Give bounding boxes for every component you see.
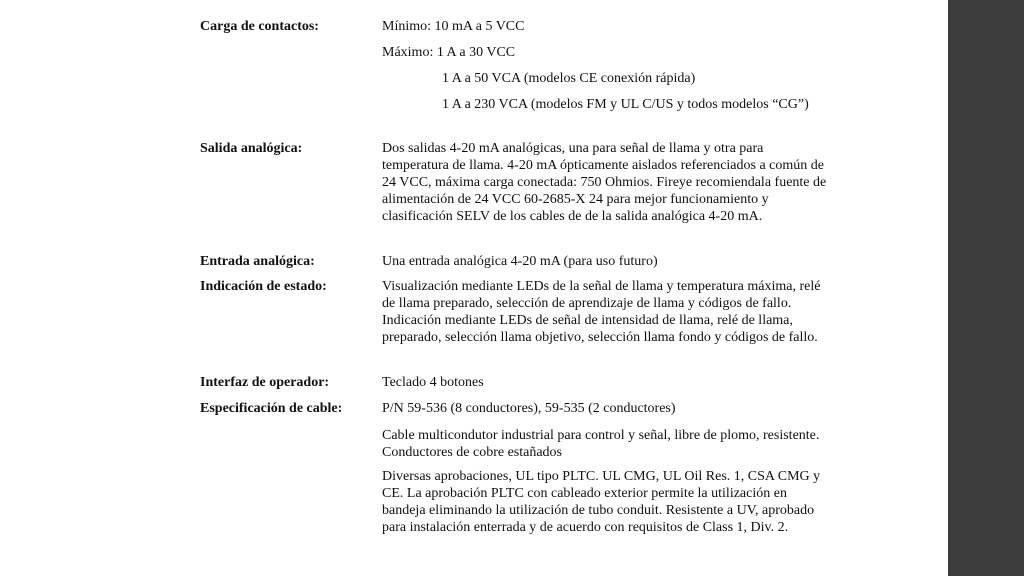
spec-value: Teclado 4 botones [382, 375, 484, 390]
spec-label: Indicación de estado: [200, 279, 327, 294]
spec-value-max: Máximo: 1 A a 30 VCC [382, 45, 516, 60]
spec-value-description: Cable multicondutor industrial para control y señal, libre de plomo, resistente. Conductores de cobre estañados [382, 428, 820, 460]
spec-label: Interfaz de operador: [200, 375, 330, 390]
spec-label: Especificación de cable: [200, 401, 343, 416]
spec-value: Una entrada analógica 4-20 mA (para uso futuro) [382, 254, 658, 269]
spec-value-approvals: Diversas aprobaciones, UL tipo PLTC. UL CMG, UL Oil Res. 1, CSA CMG y CE. La aprobación PLTC con cableado exterior permite la utilización en bandeja eliminando la utilización de tubo conduit. Resistente a UV, aprobado para instalación enterrada y de acuerdo con requisitos de Class 1, Div. 2. [382, 469, 821, 535]
spec-label: Carga de contactos: [200, 19, 319, 34]
spec-value: Visualización mediante LEDs de la señal de llama y temperatura máxima, relé de llama preparado, selección de aprendizaje de llama y códigos de fallo. Indicación mediante LEDs de señal de intensidad de llama, relé de llama, preparado, selección llama objetivo, selección llama fondo y códigos de fallo. [382, 279, 821, 345]
spec-value-min: Mínimo: 10 mA a 5 VCC [382, 19, 525, 34]
spec-label: Salida analógica: [200, 141, 303, 156]
spec-value-max-50vca: 1 A a 50 VCA (modelos CE conexión rápida) [442, 71, 696, 86]
spec-value: Dos salidas 4-20 mA analógicas, una para señal de llama y otra para temperatura de llama. 4-20 mA ópticamente aislados referenciados a común de 24 VCC, máxima carga conectada: 750 Ohmios. Fireye recomiendala fuente de alimentación de 24 VCC 60-2685-X 24 para mejor funcionamiento y clasificación SELV de los cables de de la salida analógica 4-20 mA. [382, 141, 827, 224]
spec-value-max-230vca: 1 A a 230 VCA (modelos FM y UL C/US y todos modelos “CG”) [442, 97, 809, 112]
spec-label: Entrada analógica: [200, 254, 315, 269]
spec-value-part-numbers: P/N 59-536 (8 conductores), 59-535 (2 conductores) [382, 401, 676, 416]
viewer-side-panel [948, 0, 1024, 576]
